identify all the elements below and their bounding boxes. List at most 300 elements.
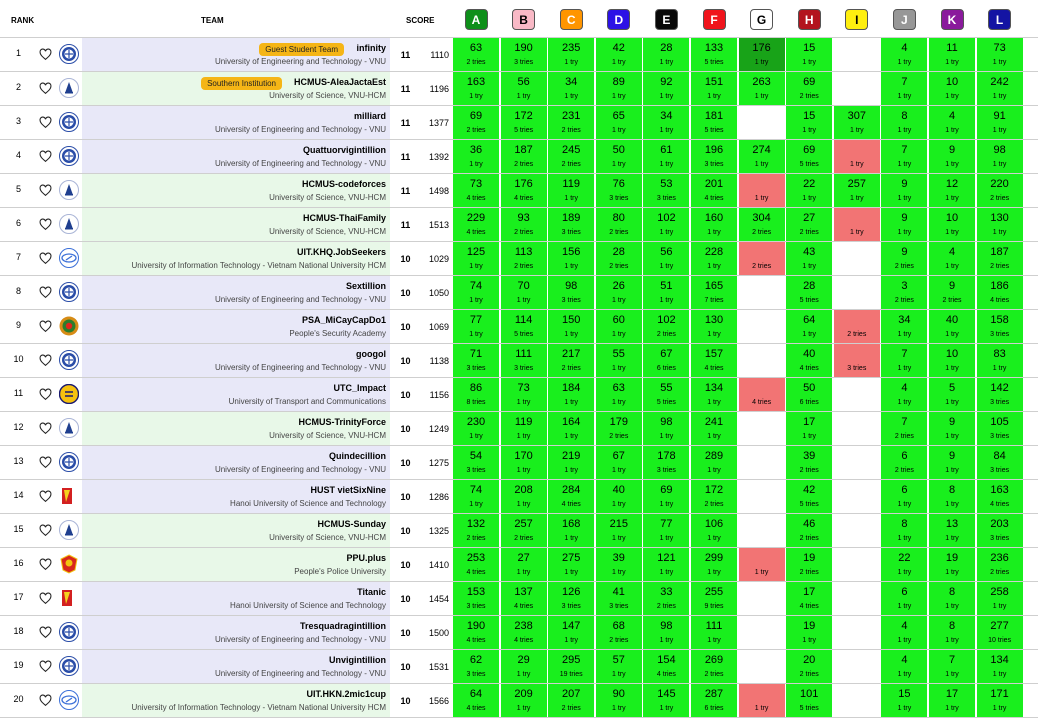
problem-cell-c[interactable] [547,650,594,683]
problem-cell-a[interactable] [452,650,499,683]
problem-cell-f[interactable] [690,344,737,377]
heart-icon[interactable] [39,116,52,129]
team-row[interactable] [0,72,1038,106]
heart-icon[interactable] [39,82,52,95]
problem-cell-k[interactable] [928,582,975,615]
problem-header-k[interactable] [928,9,976,33]
problem-cell-d[interactable] [595,72,642,105]
team-info[interactable] [82,208,390,241]
heart-icon[interactable] [39,524,52,537]
problem-cell-d[interactable] [595,310,642,343]
problem-cell-e[interactable] [642,276,689,309]
problem-cell-i[interactable] [833,106,880,139]
problem-cell-a[interactable] [452,412,499,445]
problem-cell-l[interactable] [976,412,1023,445]
problem-cell-i[interactable] [833,38,880,71]
problem-cell-f[interactable] [690,480,737,513]
problem-cell-f[interactable] [690,106,737,139]
problem-cell-i[interactable] [833,616,880,649]
team-info[interactable] [82,650,390,683]
problem-cell-l[interactable] [976,684,1023,717]
problem-cell-e[interactable] [642,616,689,649]
problem-cell-b[interactable] [500,344,547,377]
problem-cell-c[interactable] [547,412,594,445]
problem-cell-k[interactable] [928,242,975,275]
problem-cell-a[interactable] [452,72,499,105]
problem-cell-c[interactable] [547,276,594,309]
problem-cell-l[interactable] [976,38,1023,71]
problem-cell-f[interactable] [690,582,737,615]
problem-cell-b[interactable] [500,276,547,309]
problem-cell-e[interactable] [642,684,689,717]
problem-cell-c[interactable] [547,174,594,207]
problem-cell-l[interactable] [976,208,1023,241]
problem-cell-b[interactable] [500,582,547,615]
problem-cell-a[interactable] [452,310,499,343]
problem-cell-d[interactable] [595,174,642,207]
problem-cell-i[interactable] [833,208,880,241]
problem-cell-c[interactable] [547,616,594,649]
problem-cell-d[interactable] [595,616,642,649]
problem-cell-d[interactable] [595,548,642,581]
problem-cell-h[interactable] [785,344,832,377]
problem-cell-j[interactable] [880,650,927,683]
heart-icon[interactable] [39,626,52,639]
problem-cell-b[interactable] [500,446,547,479]
problem-cell-b[interactable] [500,106,547,139]
problem-cell-g[interactable] [738,548,785,581]
problem-cell-h[interactable] [785,276,832,309]
problem-cell-b[interactable] [500,514,547,547]
team-row[interactable] [0,344,1038,378]
problem-cell-f[interactable] [690,514,737,547]
problem-cell-k[interactable] [928,106,975,139]
problem-cell-e[interactable] [642,140,689,173]
problem-cell-f[interactable] [690,276,737,309]
heart-icon[interactable] [39,388,52,401]
problem-cell-i[interactable] [833,582,880,615]
problem-cell-j[interactable] [880,140,927,173]
problem-cell-a[interactable] [452,276,499,309]
problem-cell-f[interactable] [690,616,737,649]
problem-cell-k[interactable] [928,514,975,547]
problem-cell-k[interactable] [928,412,975,445]
problem-cell-i[interactable] [833,174,880,207]
team-info[interactable] [82,140,390,173]
problem-cell-b[interactable] [500,684,547,717]
heart-icon[interactable] [39,694,52,707]
problem-cell-f[interactable] [690,446,737,479]
problem-cell-d[interactable] [595,276,642,309]
problem-cell-h[interactable] [785,208,832,241]
problem-cell-k[interactable] [928,650,975,683]
problem-cell-i[interactable] [833,378,880,411]
problem-cell-d[interactable] [595,378,642,411]
problem-cell-l[interactable] [976,72,1023,105]
problem-cell-j[interactable] [880,446,927,479]
problem-cell-k[interactable] [928,616,975,649]
problem-cell-l[interactable] [976,140,1023,173]
problem-header-h[interactable] [785,9,833,33]
problem-cell-f[interactable] [690,208,737,241]
problem-header-f[interactable] [690,9,738,33]
problem-cell-a[interactable] [452,514,499,547]
problem-cell-a[interactable] [452,446,499,479]
problem-cell-j[interactable] [880,412,927,445]
problem-cell-e[interactable] [642,378,689,411]
problem-cell-j[interactable] [880,106,927,139]
heart-icon[interactable] [39,592,52,605]
problem-cell-i[interactable] [833,514,880,547]
heart-icon[interactable] [39,660,52,673]
team-row[interactable] [0,514,1038,548]
problem-cell-j[interactable] [880,548,927,581]
problem-cell-g[interactable] [738,514,785,547]
problem-cell-h[interactable] [785,310,832,343]
problem-cell-l[interactable] [976,344,1023,377]
problem-cell-k[interactable] [928,446,975,479]
team-row[interactable] [0,582,1038,616]
problem-cell-c[interactable] [547,514,594,547]
problem-cell-c[interactable] [547,72,594,105]
problem-cell-e[interactable] [642,548,689,581]
heart-icon[interactable] [39,48,52,61]
problem-header-l[interactable] [976,9,1024,33]
problem-cell-c[interactable] [547,480,594,513]
problem-cell-h[interactable] [785,140,832,173]
problem-cell-i[interactable] [833,412,880,445]
problem-cell-l[interactable] [976,276,1023,309]
problem-cell-c[interactable] [547,106,594,139]
team-info[interactable] [82,548,390,581]
problem-cell-b[interactable] [500,174,547,207]
team-info[interactable] [82,582,390,615]
problem-cell-k[interactable] [928,140,975,173]
problem-cell-d[interactable] [595,344,642,377]
heart-icon[interactable] [39,456,52,469]
problem-cell-h[interactable] [785,514,832,547]
problem-cell-l[interactable] [976,616,1023,649]
problem-cell-g[interactable] [738,276,785,309]
problem-cell-l[interactable] [976,174,1023,207]
team-row[interactable] [0,446,1038,480]
problem-cell-l[interactable] [976,650,1023,683]
heart-icon[interactable] [39,218,52,231]
problem-cell-d[interactable] [595,514,642,547]
problem-cell-j[interactable] [880,208,927,241]
problem-cell-l[interactable] [976,242,1023,275]
problem-cell-c[interactable] [547,378,594,411]
problem-cell-i[interactable] [833,140,880,173]
problem-cell-b[interactable] [500,38,547,71]
problem-cell-g[interactable] [738,378,785,411]
problem-cell-h[interactable] [785,616,832,649]
problem-cell-h[interactable] [785,582,832,615]
problem-cell-k[interactable] [928,310,975,343]
problem-header-c[interactable] [547,9,595,33]
problem-cell-l[interactable] [976,480,1023,513]
problem-cell-l[interactable] [976,106,1023,139]
problem-cell-l[interactable] [976,582,1023,615]
problem-cell-a[interactable] [452,242,499,275]
heart-icon[interactable] [39,252,52,265]
team-row[interactable] [0,548,1038,582]
problem-cell-k[interactable] [928,276,975,309]
problem-cell-g[interactable] [738,480,785,513]
problem-cell-j[interactable] [880,582,927,615]
problem-cell-j[interactable] [880,344,927,377]
problem-cell-c[interactable] [547,208,594,241]
problem-cell-k[interactable] [928,480,975,513]
team-info[interactable] [82,344,390,377]
problem-cell-e[interactable] [642,582,689,615]
team-row[interactable] [0,276,1038,310]
problem-cell-e[interactable] [642,208,689,241]
problem-cell-g[interactable] [738,650,785,683]
problem-cell-e[interactable] [642,242,689,275]
problem-cell-e[interactable] [642,412,689,445]
problem-cell-e[interactable] [642,480,689,513]
problem-cell-a[interactable] [452,548,499,581]
problem-cell-k[interactable] [928,684,975,717]
problem-cell-c[interactable] [547,548,594,581]
heart-icon[interactable] [39,354,52,367]
problem-cell-a[interactable] [452,106,499,139]
problem-cell-g[interactable] [738,38,785,71]
problem-cell-i[interactable] [833,72,880,105]
problem-cell-d[interactable] [595,242,642,275]
problem-cell-a[interactable] [452,378,499,411]
problem-cell-a[interactable] [452,38,499,71]
team-info[interactable] [82,480,390,513]
problem-cell-f[interactable] [690,72,737,105]
problem-cell-k[interactable] [928,378,975,411]
problem-cell-k[interactable] [928,38,975,71]
problem-cell-l[interactable] [976,548,1023,581]
team-row[interactable] [0,684,1038,718]
problem-cell-c[interactable] [547,38,594,71]
problem-cell-i[interactable] [833,650,880,683]
problem-header-d[interactable] [595,9,643,33]
problem-header-e[interactable] [642,9,690,33]
problem-cell-i[interactable] [833,480,880,513]
problem-cell-e[interactable] [642,72,689,105]
problem-cell-f[interactable] [690,548,737,581]
problem-cell-c[interactable] [547,140,594,173]
team-info[interactable] [82,38,390,71]
problem-cell-e[interactable] [642,38,689,71]
problem-cell-g[interactable] [738,684,785,717]
problem-cell-a[interactable] [452,582,499,615]
problem-cell-a[interactable] [452,616,499,649]
problem-header-a[interactable] [452,9,500,33]
problem-cell-g[interactable] [738,140,785,173]
problem-cell-h[interactable] [785,242,832,275]
problem-cell-e[interactable] [642,344,689,377]
problem-cell-a[interactable] [452,684,499,717]
problem-cell-e[interactable] [642,514,689,547]
problem-cell-c[interactable] [547,242,594,275]
problem-cell-j[interactable] [880,616,927,649]
problem-header-g[interactable] [738,9,786,33]
problem-cell-b[interactable] [500,242,547,275]
problem-cell-g[interactable] [738,344,785,377]
heart-icon[interactable] [39,558,52,571]
problem-cell-i[interactable] [833,684,880,717]
problem-cell-k[interactable] [928,174,975,207]
problem-cell-j[interactable] [880,38,927,71]
problem-cell-h[interactable] [785,174,832,207]
team-info[interactable] [82,378,390,411]
problem-cell-h[interactable] [785,548,832,581]
problem-cell-b[interactable] [500,412,547,445]
problem-cell-e[interactable] [642,310,689,343]
problem-cell-f[interactable] [690,378,737,411]
problem-cell-d[interactable] [595,480,642,513]
problem-cell-h[interactable] [785,72,832,105]
problem-cell-i[interactable] [833,344,880,377]
problem-cell-h[interactable] [785,38,832,71]
problem-cell-f[interactable] [690,412,737,445]
problem-cell-c[interactable] [547,684,594,717]
problem-cell-f[interactable] [690,650,737,683]
problem-cell-a[interactable] [452,480,499,513]
problem-cell-k[interactable] [928,344,975,377]
problem-cell-k[interactable] [928,72,975,105]
problem-cell-a[interactable] [452,208,499,241]
problem-cell-j[interactable] [880,480,927,513]
team-row[interactable] [0,242,1038,276]
team-row[interactable] [0,310,1038,344]
team-row[interactable] [0,378,1038,412]
problem-cell-i[interactable] [833,548,880,581]
problem-cell-c[interactable] [547,344,594,377]
problem-cell-d[interactable] [595,106,642,139]
problem-cell-g[interactable] [738,106,785,139]
team-info[interactable] [82,276,390,309]
problem-cell-b[interactable] [500,548,547,581]
problem-cell-b[interactable] [500,72,547,105]
team-row[interactable] [0,38,1038,72]
problem-cell-i[interactable] [833,446,880,479]
problem-cell-j[interactable] [880,684,927,717]
heart-icon[interactable] [39,150,52,163]
problem-cell-i[interactable] [833,310,880,343]
problem-cell-e[interactable] [642,106,689,139]
problem-cell-a[interactable] [452,174,499,207]
team-row[interactable] [0,412,1038,446]
problem-cell-f[interactable] [690,140,737,173]
problem-cell-f[interactable] [690,684,737,717]
problem-cell-h[interactable] [785,378,832,411]
problem-cell-b[interactable] [500,310,547,343]
problem-cell-g[interactable] [738,242,785,275]
heart-icon[interactable] [39,184,52,197]
problem-cell-g[interactable] [738,310,785,343]
problem-cell-j[interactable] [880,242,927,275]
problem-header-i[interactable] [833,9,881,33]
problem-cell-d[interactable] [595,140,642,173]
team-row[interactable] [0,650,1038,684]
team-row[interactable] [0,174,1038,208]
team-row[interactable] [0,106,1038,140]
problem-cell-d[interactable] [595,446,642,479]
problem-cell-h[interactable] [785,480,832,513]
problem-cell-f[interactable] [690,38,737,71]
team-info[interactable] [82,412,390,445]
heart-icon[interactable] [39,320,52,333]
problem-cell-b[interactable] [500,208,547,241]
team-row[interactable] [0,480,1038,514]
problem-cell-j[interactable] [880,378,927,411]
problem-header-b[interactable] [500,9,548,33]
team-row[interactable] [0,208,1038,242]
team-info[interactable] [82,310,390,343]
team-info[interactable] [82,684,390,717]
problem-cell-j[interactable] [880,174,927,207]
problem-cell-d[interactable] [595,582,642,615]
problem-cell-g[interactable] [738,616,785,649]
problem-cell-k[interactable] [928,208,975,241]
problem-cell-g[interactable] [738,582,785,615]
problem-header-j[interactable] [880,9,928,33]
problem-cell-h[interactable] [785,412,832,445]
problem-cell-d[interactable] [595,38,642,71]
problem-cell-i[interactable] [833,242,880,275]
heart-icon[interactable] [39,286,52,299]
problem-cell-j[interactable] [880,310,927,343]
team-info[interactable] [82,174,390,207]
problem-cell-j[interactable] [880,514,927,547]
team-info[interactable] [82,446,390,479]
problem-cell-l[interactable] [976,378,1023,411]
problem-cell-d[interactable] [595,684,642,717]
problem-cell-g[interactable] [738,446,785,479]
problem-cell-h[interactable] [785,684,832,717]
problem-cell-e[interactable] [642,174,689,207]
problem-cell-a[interactable] [452,140,499,173]
team-info[interactable] [82,514,390,547]
problem-cell-b[interactable] [500,378,547,411]
problem-cell-b[interactable] [500,140,547,173]
team-info[interactable] [82,72,390,105]
problem-cell-g[interactable] [738,412,785,445]
team-info[interactable] [82,106,390,139]
problem-cell-c[interactable] [547,446,594,479]
problem-cell-e[interactable] [642,446,689,479]
problem-cell-h[interactable] [785,446,832,479]
problem-cell-l[interactable] [976,310,1023,343]
problem-cell-e[interactable] [642,650,689,683]
problem-cell-g[interactable] [738,208,785,241]
problem-cell-l[interactable] [976,514,1023,547]
problem-cell-l[interactable] [976,446,1023,479]
problem-cell-c[interactable] [547,582,594,615]
problem-cell-d[interactable] [595,412,642,445]
problem-cell-d[interactable] [595,650,642,683]
problem-cell-c[interactable] [547,310,594,343]
heart-icon[interactable] [39,490,52,503]
problem-cell-g[interactable] [738,72,785,105]
problem-cell-j[interactable] [880,276,927,309]
problem-cell-b[interactable] [500,480,547,513]
problem-cell-g[interactable] [738,174,785,207]
problem-cell-h[interactable] [785,106,832,139]
problem-cell-a[interactable] [452,344,499,377]
team-info[interactable] [82,242,390,275]
problem-cell-k[interactable] [928,548,975,581]
problem-cell-f[interactable] [690,174,737,207]
